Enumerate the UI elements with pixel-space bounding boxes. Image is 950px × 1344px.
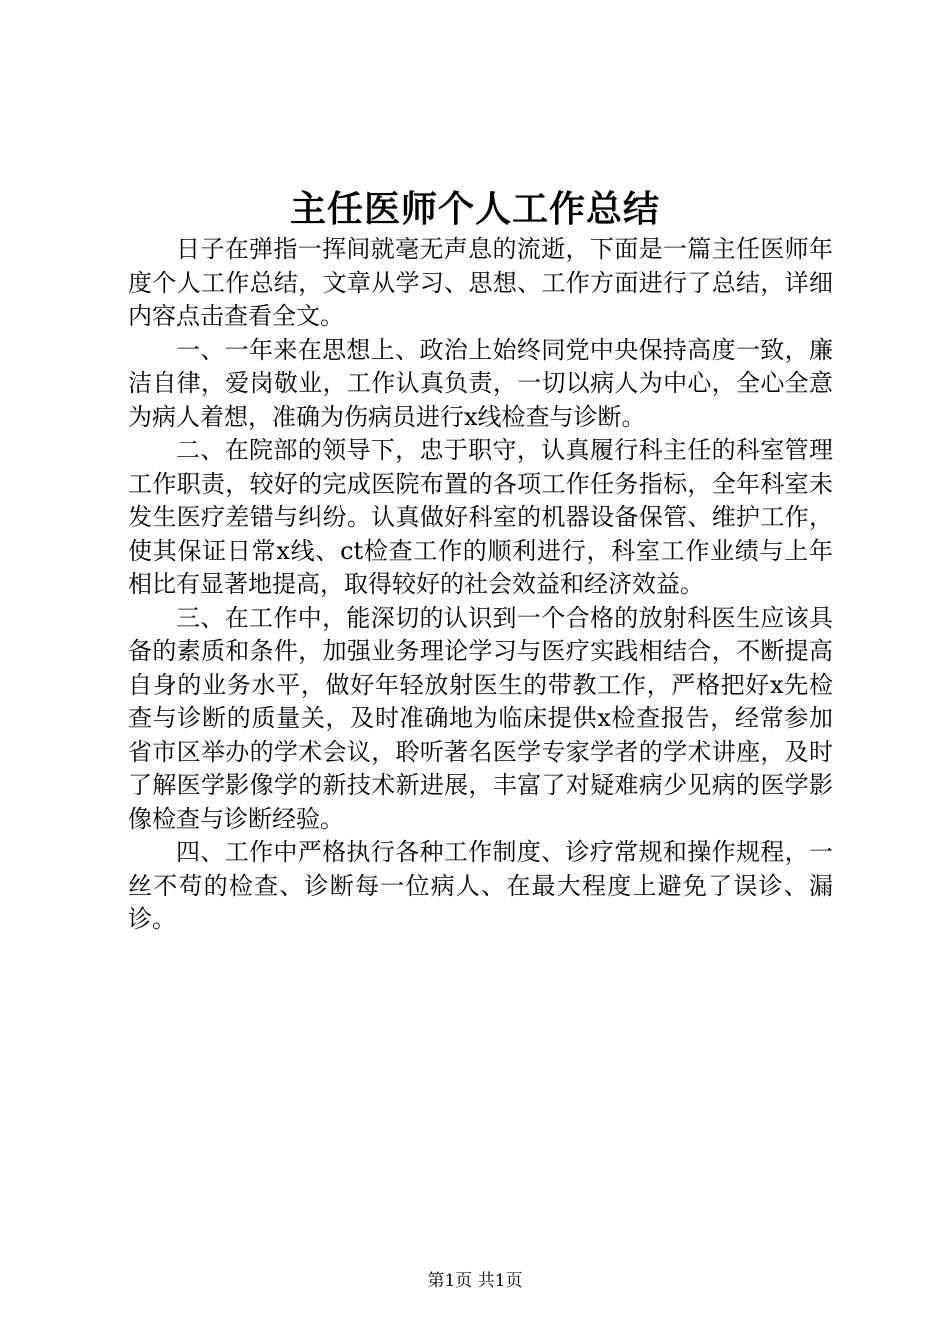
document-title: 主任医师个人工作总结 bbox=[289, 188, 660, 230]
paragraph-intro: 日子在弹指一挥间就毫无声息的流逝，下面是一篇主任医师年度个人工作总结，文章从学习、思想、工作方面进行了总结，详细内容点击查看全文。 bbox=[128, 235, 833, 330]
paragraph-3: 三、在工作中，能深切的认识到一个合格的放射科医生应该具备的素质和条件，加强业务理论学习与医疗实践相结合，不断提高自身的业务水平，做好年轻放射医生的带教工作，严格把好x先检查与诊断的质量关，及时准确地为临床提供x检查报告，经常参加省市区举办的学术会议，聆听著名医学专家学者的学术讲座，及时了解医学影像学的新技术新进展，丰富了对疑难病少见病的医学影像检查与诊断经验。 bbox=[128, 603, 833, 833]
paragraph-2: 二、在院部的领导下，忠于职守，认真履行科主任的科室管理工作职责，较好的完成医院布置的各项工作任务指标，全年科室未发生医疗差错与纠纷。认真做好科室的机器设备保管、维护工作，使其保证日常x线、ct检查工作的顺利进行，科室工作业绩与上年相比有显著地提高，取得较好的社会效益和经济效益。 bbox=[128, 436, 833, 598]
paragraph-1: 一、一年来在思想上、政治上始终同党中央保持高度一致，廉洁自律，爱岗敬业，工作认真负责，一切以病人为中心，全心全意为病人着想，准确为伤病员进行x线检查与诊断。 bbox=[128, 335, 833, 431]
page-footer: 第1页 共1页 bbox=[427, 1271, 523, 1291]
document-body bbox=[128, 233, 833, 937]
paragraph-4: 四、工作中严格执行各种工作制度、诊疗常规和操作规程，一丝不苟的检查、诊断每一位病人、在最大程度上避免了误诊、漏诊。 bbox=[128, 838, 833, 933]
